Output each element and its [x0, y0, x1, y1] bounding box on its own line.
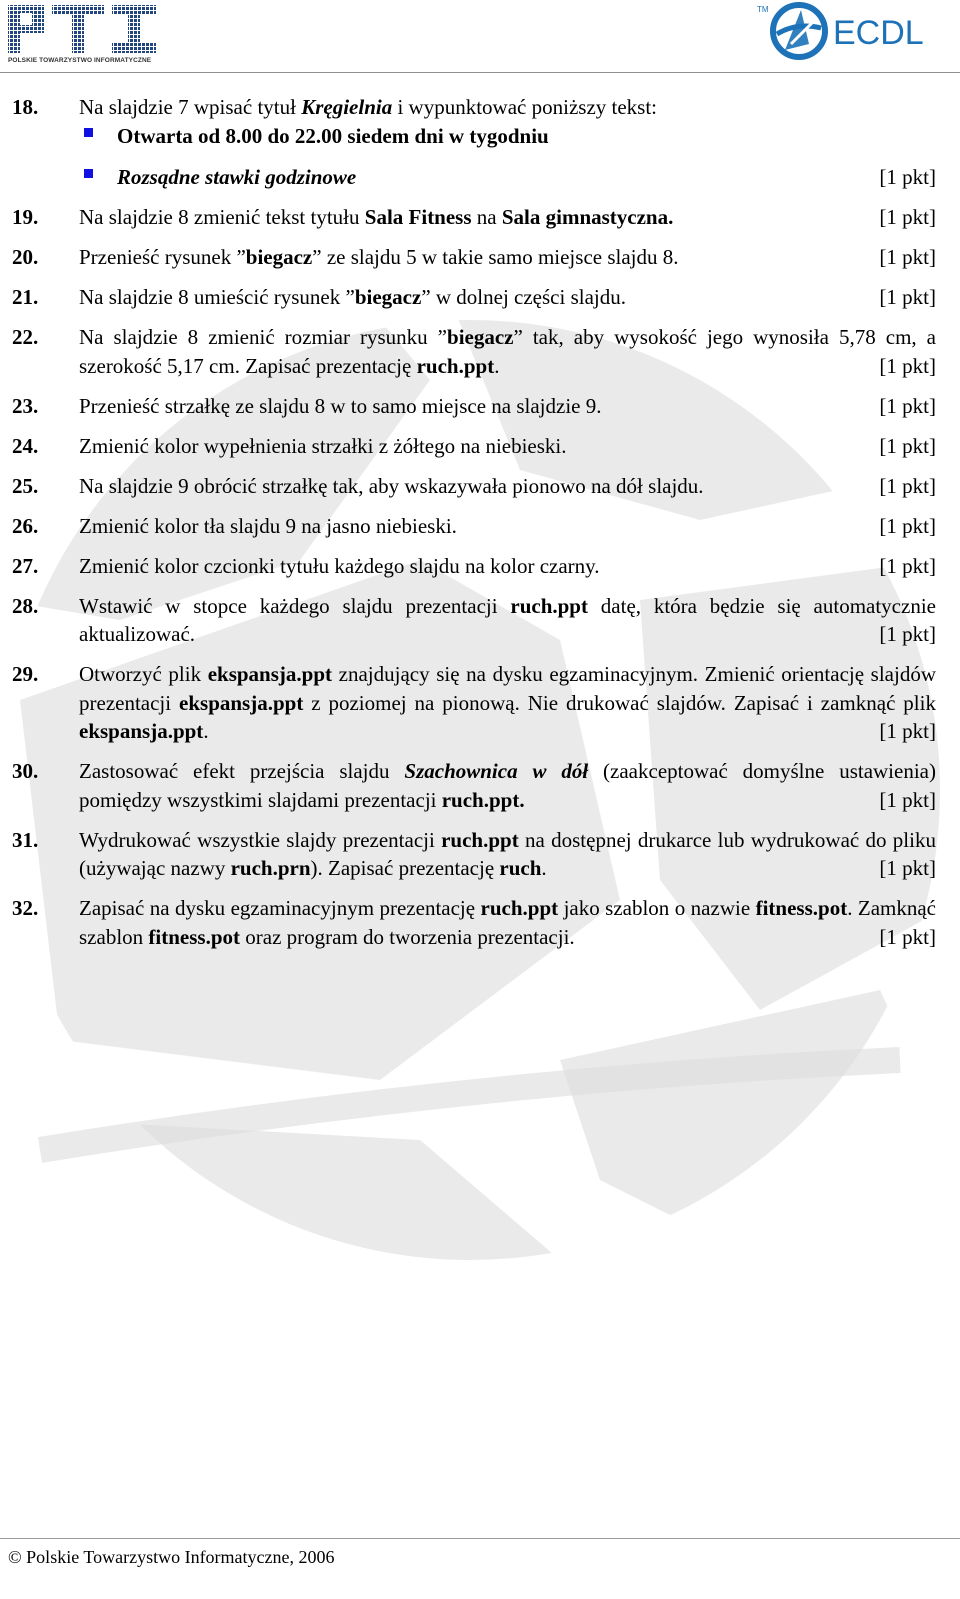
task-text-segment: Otworzyć plik	[79, 662, 208, 686]
task-item	[12, 660, 936, 746]
task-item	[12, 512, 936, 541]
task-number: 21.	[12, 285, 39, 309]
task-text-segment: ” w dolnej części slajdu.	[421, 285, 626, 309]
task-text-segment: biegacz	[245, 245, 313, 269]
page-header	[0, 0, 960, 72]
ecdl-logo-icon	[757, 0, 937, 66]
task-text	[79, 894, 936, 951]
task-text-segment: na dostępnej drukarce lub wydrukować do pliku (używając nazwy	[79, 827, 936, 880]
task-text-segment: Wstawić w stopce każdego slajdu prezentacji	[79, 593, 511, 618]
bullet-text: Rozsądne stawki godzinowe	[117, 164, 357, 189]
task-text-segment: i wypunktować poniższy tekst:	[392, 95, 658, 119]
task-number: 20.	[12, 245, 39, 269]
task-text-segment: ” tak, aby wysokość jego wynosiła 5,78 cm, a szerokość 5,17 cm. Zapisać prezentację	[79, 325, 937, 378]
task-text	[79, 757, 936, 814]
bullet-item	[12, 122, 936, 163]
task-text-segment: Zapisać na dysku egzaminacyjnym prezentację	[79, 896, 481, 920]
task-text-segment: ekspansja.ppt	[179, 690, 304, 715]
task-text-segment: . Zamknąć szablon	[79, 896, 936, 949]
task-text	[79, 283, 936, 312]
task-text-segment: ” ze slajdu 5 w takie samo miejsce slajdu 8.	[312, 245, 679, 269]
task-points: [1 pkt]	[879, 205, 936, 229]
task-points: [1 pkt]	[879, 924, 936, 949]
task-text-segment: Szachownica w dół	[404, 759, 589, 783]
task-text-segment: Na slajdzie 8 umieścić rysunek ”	[79, 285, 355, 309]
bullet-item	[12, 163, 936, 192]
task-text-segment: Na slajdzie 9 obrócić strzałkę tak, aby wskazywała pionowo na dół slajdu.	[79, 473, 704, 498]
task-text-segment: Zastosować efekt przejścia slajdu	[79, 759, 405, 783]
task-text-segment: na	[471, 205, 502, 229]
task-text-segment: Sala Fitness	[364, 205, 472, 229]
task-number: 22.	[12, 325, 39, 349]
task-text	[79, 826, 936, 883]
task-text-segment: Przenieść rysunek ”	[79, 245, 246, 269]
bullet-square-icon	[84, 169, 93, 178]
footer-copyright: © Polskie Towarzystwo Informatyczne, 2006	[8, 1547, 335, 1567]
task-text-segment: Sala gimnastyczna.	[501, 205, 674, 229]
task-number: 29.	[12, 662, 39, 686]
task-points: [1 pkt]	[879, 622, 936, 646]
task-item	[12, 592, 936, 649]
task-text	[79, 323, 936, 380]
task-text-segment: Na slajdzie 7 wpisać tytuł	[79, 95, 302, 119]
task-item	[12, 757, 936, 814]
task-item	[12, 243, 936, 272]
task-text	[79, 472, 936, 501]
task-item	[12, 552, 936, 581]
svg-text:TM: TM	[757, 5, 769, 14]
task-item	[12, 894, 936, 951]
task-points: [1 pkt]	[879, 856, 936, 880]
task-number: 27.	[12, 553, 39, 578]
task-text-segment: Kręgielnia	[301, 95, 393, 119]
task-number: 30.	[12, 759, 39, 783]
task-text	[79, 93, 936, 122]
task-text-segment: ruch.prn	[230, 856, 311, 880]
task-text-segment: .	[203, 719, 209, 743]
bullet-list	[12, 122, 936, 192]
task-points: [1 pkt]	[879, 787, 936, 812]
task-item	[12, 392, 936, 421]
task-text-segment: Na slajdzie 8 zmienić tekst tytułu	[79, 205, 365, 229]
task-text-segment: biegacz	[447, 325, 514, 349]
task-number: 32.	[12, 896, 39, 920]
task-text-segment: ruch	[499, 856, 542, 880]
task-text-segment: Zmienić kolor wypełnienia strzałki z żółtego na niebieski.	[79, 433, 567, 458]
task-points: [1 pkt]	[879, 513, 936, 538]
task-text-segment: znajdujący się na dysku egzaminacyjnym. Zmienić orientację slajdów prezentacji	[79, 662, 936, 715]
task-item	[12, 432, 936, 461]
task-number: 26.	[12, 513, 39, 538]
task-text-segment: Zmienić kolor czcionki tytułu każdego slajdu na kolor czarny.	[79, 553, 600, 578]
task-item	[12, 323, 936, 380]
task-text-segment: ruch.ppt	[441, 827, 519, 852]
task-list	[12, 93, 936, 963]
task-item	[12, 283, 936, 312]
footer-divider	[0, 1538, 960, 1539]
task-text-segment: z poziomej na pionową. Nie drukować slajdów. Zapisać i zamknąć plik	[303, 690, 936, 715]
task-points: [1 pkt]	[879, 433, 936, 458]
task-number: 19.	[12, 205, 39, 229]
task-text-segment: Na slajdzie 8 zmienić rozmiar rysunku ”	[79, 325, 448, 349]
task-text-segment: .	[494, 353, 500, 378]
task-number: 24.	[12, 433, 39, 458]
task-points: [1 pkt]	[879, 245, 936, 269]
task-item	[12, 826, 936, 883]
task-points: [1 pkt]	[879, 164, 936, 189]
task-text-segment: .	[541, 856, 547, 880]
task-points: [1 pkt]	[879, 719, 936, 743]
task-text	[79, 243, 936, 272]
task-item	[12, 203, 936, 232]
task-text	[79, 660, 936, 746]
svg-text:ECDL: ECDL	[833, 14, 924, 52]
task-text-segment: Zmienić kolor tła slajdu 9 na jasno niebieski.	[79, 513, 457, 538]
task-number: 23.	[12, 393, 39, 418]
task-text-segment: oraz program do tworzenia prezentacji.	[240, 924, 575, 949]
task-text-segment: ruch.ppt	[510, 593, 588, 618]
task-text	[79, 392, 936, 421]
task-text	[79, 512, 936, 541]
task-text-segment: (zaakceptować domyślne ustawienia) pomiędzy wszystkimi slajdami prezentacji	[79, 759, 936, 812]
task-points: [1 pkt]	[879, 393, 936, 418]
task-text-segment: datę, która będzie się automatycznie aktualizować.	[79, 593, 936, 646]
task-number: 18.	[12, 95, 39, 119]
bullet-text: Otwarta od 8.00 do 22.00 siedem dni w tygodniu	[117, 123, 549, 148]
task-text	[79, 203, 936, 232]
task-text-segment: fitness.pot	[148, 924, 240, 949]
task-text-segment: ). Zapisać prezentację	[310, 856, 500, 880]
task-text-segment: Przenieść strzałkę ze slajdu 8 w to samo miejsce na slajdzie 9.	[79, 393, 602, 418]
task-text-segment: ruch.ppt.	[441, 787, 525, 812]
task-item	[12, 472, 936, 501]
task-text-segment: fitness.pot	[755, 896, 848, 920]
bullet-square-icon	[84, 128, 93, 137]
task-number: 31.	[12, 827, 39, 852]
task-points: [1 pkt]	[879, 285, 936, 309]
task-points: [1 pkt]	[879, 553, 936, 578]
task-text-segment: ekspansja.ppt	[207, 662, 333, 686]
task-item	[12, 93, 936, 122]
pti-subtitle: POLSKIE TOWARZYSTWO INFORMATYCZNE	[8, 57, 152, 64]
task-number: 28.	[12, 593, 39, 618]
task-text-segment: jako szablon o nazwie	[558, 896, 756, 920]
task-text	[79, 552, 936, 581]
task-points: [1 pkt]	[879, 473, 936, 498]
task-text	[79, 432, 936, 461]
task-text	[79, 592, 936, 649]
task-number: 25.	[12, 473, 39, 498]
header-divider	[0, 72, 960, 73]
task-text-segment: Wydrukować wszystkie slajdy prezentacji	[79, 827, 442, 852]
task-text-segment: biegacz	[354, 285, 422, 309]
task-points: [1 pkt]	[879, 353, 936, 378]
task-text-segment: ekspansja.ppt	[79, 719, 204, 743]
task-text-segment: ruch.ppt	[416, 353, 495, 378]
task-text-segment: ruch.ppt	[480, 896, 559, 920]
